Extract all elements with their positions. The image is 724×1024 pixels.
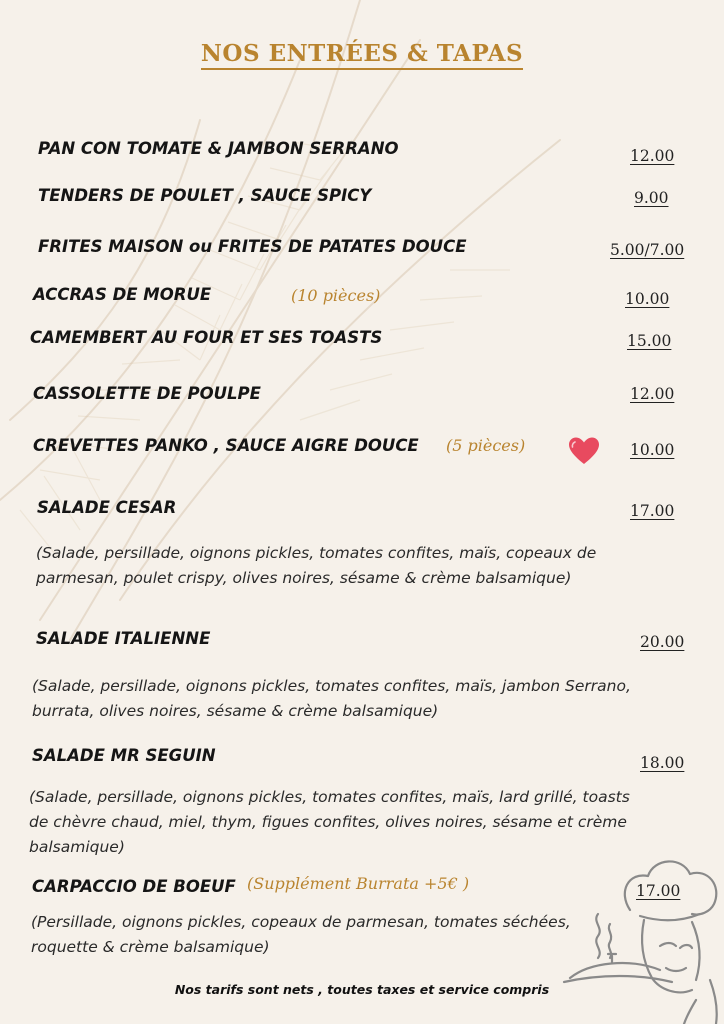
menu-item-price: 12.00 <box>630 147 675 165</box>
menu-item-name: TENDERS DE POULET , SAUCE SPICY <box>38 186 372 205</box>
menu-item-price: 17.00 <box>636 882 681 900</box>
menu-item-name: FRITES MAISON ou FRITES DE PATATES DOUCE <box>38 237 467 256</box>
menu-item-note: (5 pièces) <box>446 436 526 455</box>
menu-item-price: 18.00 <box>640 754 685 772</box>
menu-item-description: (Salade, persillade, oignons pickles, tomates confites, maïs, jambon Serrano, burrata, olives noires, sésame & crème balsamique) <box>32 677 631 720</box>
menu-item-price: 15.00 <box>627 332 672 350</box>
chef-illustration-icon <box>560 850 724 1024</box>
menu-item-name: PAN CON TOMATE & JAMBON SERRANO <box>38 139 399 158</box>
menu-item-name: SALADE CESAR <box>37 498 177 517</box>
menu-item-price: 12.00 <box>630 385 675 403</box>
menu-item-price: 5.00/7.00 <box>610 241 685 259</box>
menu-item-price: 10.00 <box>630 441 675 459</box>
menu-item-description: (Salade, persillade, oignons pickles, tomates confites, maïs, lard grillé, toasts de chèvre chaud, miel, thym, figues confites, olives noires, sésame et crème balsamique) <box>29 788 630 856</box>
menu-item-price: 10.00 <box>625 290 670 308</box>
heart-icon <box>568 436 600 466</box>
footer-note: Nos tarifs sont nets , toutes taxes et service compris <box>174 982 550 997</box>
menu-item-name: CAMEMBERT AU FOUR ET SES TOASTS <box>30 328 383 347</box>
menu-item-name: SALADE MR SEGUIN <box>32 746 216 765</box>
menu-item-name: CARPACCIO DE BOEUF <box>32 877 236 896</box>
menu-item-note: (10 pièces) <box>291 286 381 305</box>
menu-item-price: 20.00 <box>640 633 685 651</box>
menu-item-note: (Supplément Burrata +5€ ) <box>247 874 470 893</box>
menu-item-name: SALADE ITALIENNE <box>36 629 211 648</box>
menu-item-description: (Persillade, oignons pickles, copeaux de parmesan, tomates séchées, roquette & crème balsamique) <box>31 913 571 956</box>
menu-item-name: ACCRAS DE MORUE <box>33 285 212 304</box>
menu-item-name: CASSOLETTE DE POULPE <box>33 384 261 403</box>
menu-item-price: 9.00 <box>634 189 669 207</box>
page-title: NOS ENTRÉES & TAPAS <box>0 40 724 67</box>
menu-item-description: (Salade, persillade, oignons pickles, tomates confites, maïs, copeaux de parmesan, poulet crispy, olives noires, sésame & crème balsamique) <box>36 544 597 587</box>
menu-item-price: 17.00 <box>630 502 675 520</box>
menu-item-name: CREVETTES PANKO , SAUCE AIGRE DOUCE <box>33 436 419 455</box>
